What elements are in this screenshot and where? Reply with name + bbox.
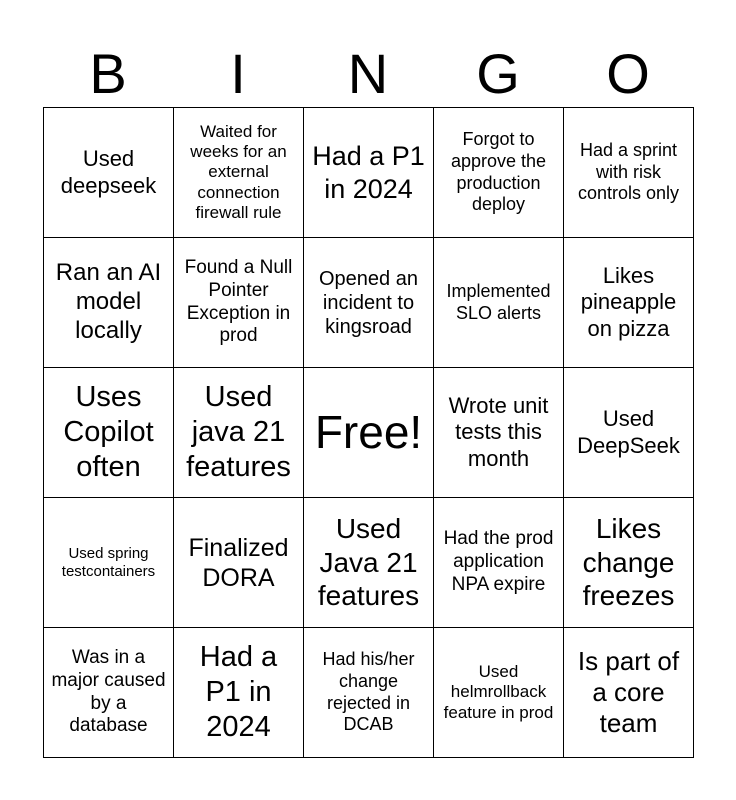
header-letter-g: G <box>476 42 520 105</box>
bingo-cell[interactable]: Likes change freezes <box>564 498 694 628</box>
bingo-cell[interactable]: Had a P1 in 2024 <box>304 108 434 238</box>
bingo-cell[interactable]: Found a Null Pointer Exception in prod <box>174 238 304 368</box>
board-row <box>44 368 694 498</box>
bingo-cell[interactable]: Used spring testcontainers <box>44 498 174 628</box>
header-letter-o: O <box>606 42 650 105</box>
bingo-cell[interactable]: Had his/her change rejected in DCAB <box>304 628 434 758</box>
bingo-cell[interactable]: Wrote unit tests this month <box>434 368 564 498</box>
bingo-header <box>43 42 693 106</box>
bingo-cell[interactable]: Used deepseek <box>44 108 174 238</box>
board-row <box>44 628 694 758</box>
bingo-cell[interactable]: Used Java 21 features <box>304 498 434 628</box>
bingo-cell[interactable]: Likes pineapple on pizza <box>564 238 694 368</box>
bingo-cell[interactable]: Used DeepSeek <box>564 368 694 498</box>
bingo-cell[interactable]: Was in a major caused by a database <box>44 628 174 758</box>
bingo-cell[interactable]: Had a P1 in 2024 <box>174 628 304 758</box>
header-letter-i: I <box>230 42 246 105</box>
bingo-cell[interactable]: Waited for weeks for an external connection firewall rule <box>174 108 304 238</box>
bingo-cell[interactable]: Had the prod application NPA expire <box>434 498 564 628</box>
bingo-cell[interactable]: Used helmrollback feature in prod <box>434 628 564 758</box>
bingo-cell[interactable]: Used java 21 features <box>174 368 304 498</box>
bingo-cell[interactable]: Had a sprint with risk controls only <box>564 108 694 238</box>
bingo-cell[interactable]: Uses Copilot often <box>44 368 174 498</box>
bingo-cell[interactable]: Opened an incident to kingsroad <box>304 238 434 368</box>
header-letter-b: B <box>89 42 127 105</box>
free-cell[interactable]: Free! <box>304 368 434 498</box>
bingo-board <box>43 107 694 758</box>
bingo-cell[interactable]: Forgot to approve the production deploy <box>434 108 564 238</box>
bingo-cell[interactable]: Ran an AI model locally <box>44 238 174 368</box>
board-row <box>44 238 694 368</box>
board-row <box>44 498 694 628</box>
header-letter-n: N <box>347 42 389 105</box>
bingo-cell[interactable]: Finalized DORA <box>174 498 304 628</box>
bingo-cell[interactable]: Implemented SLO alerts <box>434 238 564 368</box>
bingo-cell[interactable]: Is part of a core team <box>564 628 694 758</box>
board-row <box>44 108 694 238</box>
